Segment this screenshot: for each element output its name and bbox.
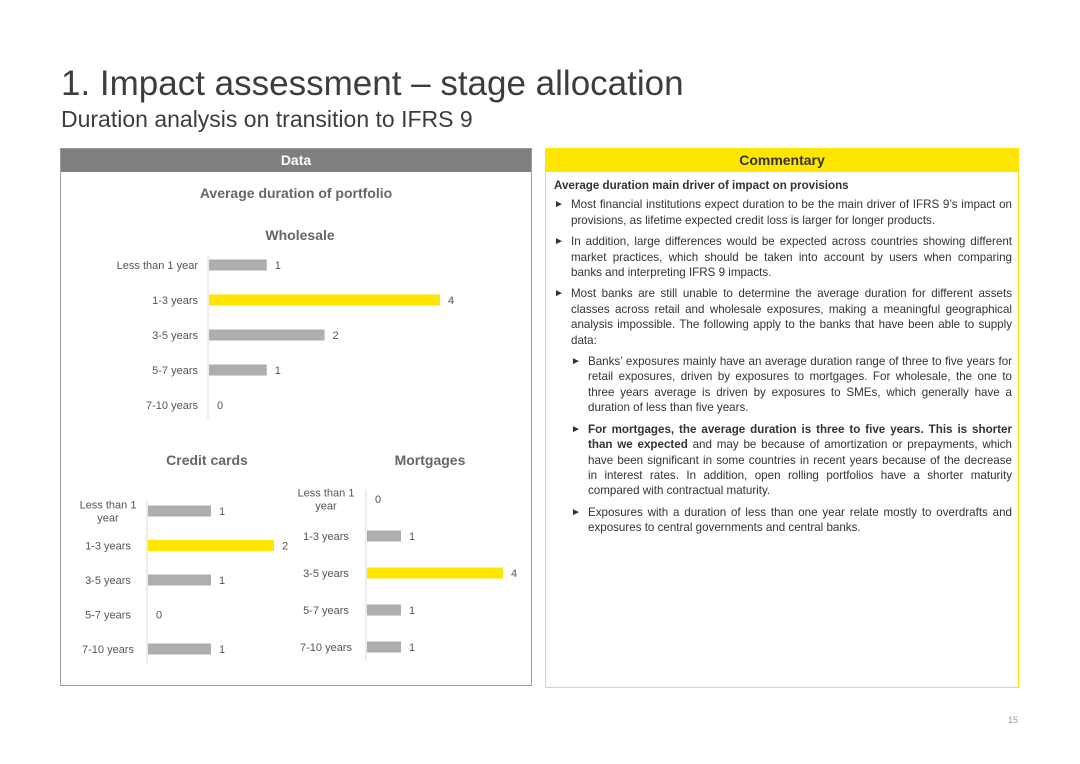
chart-category-label: 5-7 years	[85, 609, 131, 622]
chart-value-label: 1	[409, 531, 416, 543]
chart-bar	[148, 540, 274, 551]
chart-category-label: 3-5 years	[303, 568, 349, 580]
page-subtitle: Duration analysis on transition to IFRS 9	[61, 106, 473, 132]
chart-value-label: 1	[274, 260, 281, 272]
chart-value-label: 4	[511, 568, 518, 580]
chart-category-label: 3-5 years	[152, 330, 198, 342]
page-title: 1. Impact assessment – stage allocation	[61, 64, 684, 103]
sub-bullet-bold-text: For mortgages, the average duration is three to five years. This is shorter than we expected	[588, 422, 1012, 452]
chart-category-label: Less than 1 year	[79, 499, 137, 525]
bullet-text: Most banks are still unable to determine the average duration for different assets classes across retail and wholesale exposures, making a meaningful geographical analysis impossible. The following apply to the banks that have been able to supply data:	[571, 287, 1012, 347]
arrow-bullet-icon: ►	[554, 199, 564, 211]
chart-bar	[367, 568, 503, 579]
chart-category-label: 7-10 years	[146, 400, 198, 412]
wholesale-chart-title: Wholesale	[265, 227, 335, 243]
chart-bar	[148, 506, 211, 517]
chart-value-label: 2	[332, 330, 339, 342]
chart-value-label: 0	[217, 400, 224, 412]
chart-bar	[209, 260, 267, 271]
chart-category-label: 3-5 years	[85, 575, 131, 587]
commentary-bullet	[554, 286, 1012, 348]
commentary-sub-bullet	[554, 505, 1012, 536]
chart-category-label: 1-3 years	[303, 531, 349, 543]
portfolio-duration-title: Average duration of portfolio	[199, 185, 393, 201]
chart-bar	[209, 330, 325, 341]
chart-category-label: 7-10 years	[82, 644, 134, 656]
mortgages-chart-title: Mortgages	[394, 452, 466, 468]
chart-category-label: Less than 1 year	[297, 487, 355, 513]
commentary-sub-bullet	[554, 354, 1012, 416]
commentary-sub-bullet	[554, 422, 1012, 499]
sub-bullet-text: and may be because of amortization or prepayments, which have been significant in some countries in recent years because of the decrease in interest rates. In addition, open rolling portfolios have a shorter maturity compared with contractual maturity.	[588, 438, 1012, 498]
chart-bar	[209, 295, 440, 306]
sub-bullet-text: Banks’ exposures mainly have an average duration range of three to five years for retail exposures, driven by exposures to mortgages. For wholesale, the one to three years average is driven by exposures to SMEs, which generally have a duration of less than five years.	[588, 355, 1012, 415]
arrow-bullet-icon: ►	[554, 288, 564, 300]
credit-cards-chart	[60, 480, 300, 670]
data-panel-header: Data	[61, 149, 531, 172]
chart-bar	[148, 575, 211, 586]
chart-value-label: 1	[409, 605, 416, 617]
arrow-bullet-icon: ►	[571, 506, 581, 518]
commentary-bullet	[554, 197, 1012, 228]
chart-value-label: 2	[282, 540, 289, 553]
chart-value-label: 1	[219, 506, 226, 518]
commentary-panel-header: Commentary	[546, 149, 1018, 172]
chart-bar	[367, 605, 401, 616]
chart-category-label: 5-7 years	[303, 605, 349, 617]
chart-bar	[148, 644, 211, 655]
chart-category-label: 7-10 years	[300, 642, 352, 654]
chart-value-label: 0	[375, 494, 382, 506]
wholesale-chart	[60, 240, 532, 430]
commentary-bullet	[554, 234, 1012, 280]
chart-category-label: 1-3 years	[85, 540, 131, 553]
chart-value-label: 1	[274, 365, 281, 377]
bullet-text: In addition, large differences would be expected across countries showing different market practices, which should be taken into account by users when comparing banks and interpreting IFRS 9 impacts.	[571, 235, 1012, 280]
bullet-text: Most financial institutions expect duration to be the main driver of IFRS 9’s impact on provisions, as lifetime expected credit loss is larger for longer products.	[571, 198, 1012, 227]
chart-bar	[209, 365, 267, 376]
page-number: 15	[1008, 715, 1019, 725]
chart-category-label: 5-7 years	[152, 365, 198, 377]
commentary-body	[554, 178, 1012, 542]
arrow-bullet-icon: ►	[554, 236, 564, 248]
chart-value-label: 1	[219, 575, 226, 587]
mortgages-chart	[280, 480, 530, 670]
commentary-heading: Average duration main driver of impact on provisions	[554, 179, 849, 192]
chart-value-label: 0	[156, 609, 163, 622]
sub-bullet-text: Exposures with a duration of less than one year relate mostly to overdrafts and exposures to central governments and central banks.	[588, 505, 1012, 535]
chart-category-label: 1-3 years	[152, 295, 198, 307]
chart-value-label: 1	[219, 644, 226, 656]
chart-category-label: Less than 1 year	[116, 260, 198, 272]
chart-bar	[367, 642, 401, 653]
credit-cards-chart-title: Credit cards	[166, 452, 248, 468]
chart-value-label: 1	[409, 642, 416, 654]
arrow-bullet-icon: ►	[571, 356, 581, 368]
chart-value-label: 4	[448, 295, 455, 307]
arrow-bullet-icon: ►	[571, 423, 581, 435]
chart-bar	[367, 531, 401, 542]
